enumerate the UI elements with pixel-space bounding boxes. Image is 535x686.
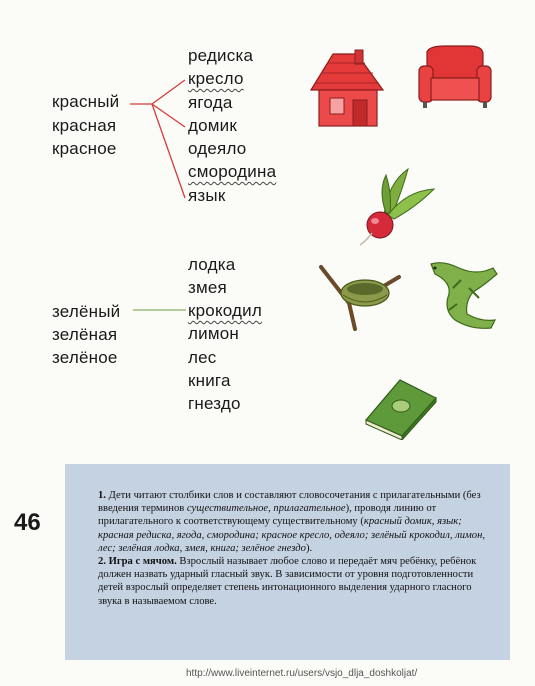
noun-yazyk: язык bbox=[188, 186, 226, 205]
noun-limon: лимон bbox=[188, 324, 239, 343]
item-1-number: 1. bbox=[98, 490, 106, 501]
crocodile-icon bbox=[421, 258, 499, 332]
noun-kniga: книга bbox=[188, 371, 231, 390]
noun-smorodina: смородина bbox=[188, 162, 277, 181]
item-1-text-b: ), проводя линию от прилагательного к соответствующему существительному ( bbox=[98, 503, 437, 528]
item-2-text: Взрослый называет любое слово и передаёт мяч ребёнку, ребёнок должен назвать ударный гласный звук. В зависимости от уровня подготовленности детей взрослый определяет степень интонационного выделения ударного гласного звука в называемом слове. bbox=[98, 556, 477, 607]
footer-url: http://www.liveinternet.ru/users/vsjo_dlja_doshkoljat/ bbox=[186, 668, 418, 679]
noun-zmeya: змея bbox=[188, 278, 227, 297]
item-1-emphasis-2: красный домик, язык; красная редиска, ягода, смородина; красное кресло, одеяло; зелёный крокодил, лимон, лес; зелёная лодка, змея, книга; зелёное гнездо bbox=[98, 516, 486, 554]
noun-domik: домик bbox=[188, 116, 237, 135]
red-armchair-icon bbox=[415, 44, 495, 112]
noun-rediska: редиска bbox=[188, 46, 254, 65]
noun-kreslo: кресло bbox=[188, 69, 244, 88]
nest-icon bbox=[315, 263, 405, 331]
adjective-krasnaya: красная bbox=[52, 116, 117, 135]
item-1-text-a: Дети читают столбики слов и составляют словосочетания с прилагательными (без введения терминов bbox=[98, 490, 481, 515]
noun-yagoda: ягода bbox=[188, 93, 233, 112]
adjective-zeleny: зелёный bbox=[52, 302, 121, 321]
item-1-emphasis-1: существительное, прилагательное bbox=[186, 503, 346, 515]
red-connector-2 bbox=[152, 104, 185, 127]
red-connector-3 bbox=[152, 104, 185, 198]
adjective-zelenaya: зелёная bbox=[52, 325, 118, 344]
page-number: 46 bbox=[14, 509, 41, 536]
noun-lodka: лодка bbox=[188, 255, 236, 274]
green-book-icon bbox=[362, 376, 440, 440]
item-1-text-c: ). bbox=[305, 542, 313, 554]
red-connector-1 bbox=[130, 80, 185, 104]
noun-gnezdo: гнездо bbox=[188, 394, 241, 413]
item-2-heading: 2. Игра с мячом. bbox=[98, 556, 177, 568]
instruction-item-1 bbox=[98, 489, 496, 555]
noun-krokodil: крокодил bbox=[188, 301, 262, 320]
adjective-krasny: красный bbox=[52, 92, 120, 111]
adjective-zelenoe: зелёное bbox=[52, 348, 118, 367]
red-house-icon bbox=[303, 48, 389, 130]
instruction-text bbox=[98, 489, 496, 608]
radish-icon bbox=[358, 163, 442, 247]
noun-les: лес bbox=[188, 348, 217, 367]
noun-odeyalo: одеяло bbox=[188, 139, 247, 158]
adjective-krasnoe: красное bbox=[52, 139, 117, 158]
instruction-item-2 bbox=[98, 555, 496, 608]
